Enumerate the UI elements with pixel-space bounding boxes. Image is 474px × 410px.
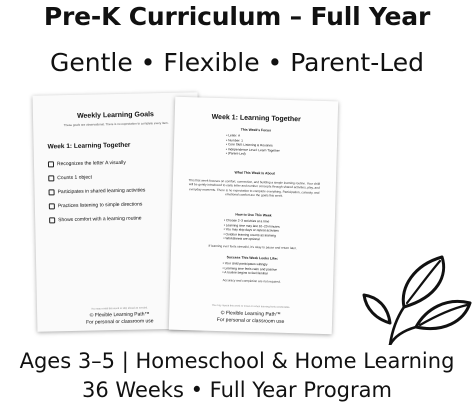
checkbox-icon <box>49 189 55 195</box>
sheet-intro: These goals are observational. There is no expectation to complete every item. <box>63 120 169 128</box>
checklist-item: Shows comfort with a learning routine <box>49 211 146 227</box>
list-item: • Learning time may last 10–20 minutes <box>224 223 280 229</box>
howto-note: If learning ever feels stressful, it's okay to pause and return later. <box>208 243 297 251</box>
checklist-item: Practices listening to simple directions <box>49 197 146 213</box>
list-item: • Number: 1 <box>226 138 280 144</box>
checkbox-icon <box>48 161 54 167</box>
sheet-brand: © Flexible Learning Path™ <box>89 311 150 319</box>
success-note: Accuracy and completion are not required. <box>222 278 281 284</box>
success-heading: Success This Week Looks Like: <box>226 255 278 261</box>
age-range-line: Ages 3–5 | Homeschool & Home Learning <box>19 349 455 373</box>
success-list <box>222 261 277 276</box>
checklist-item: Participates in shared learning activities <box>48 183 145 199</box>
week-overview-sheet <box>169 97 338 334</box>
list-item: • Letter: A <box>226 133 280 139</box>
sheet-title: Weekly Learning Goals <box>76 111 154 120</box>
sheet-usage: For personal or classroom use <box>216 317 285 325</box>
leaves-icon <box>360 253 472 345</box>
list-item: • Choose 2–3 activities at a time <box>224 218 280 224</box>
list-item: • Your child participates willingly <box>223 261 278 267</box>
list-item: • (Parent-Led) <box>226 152 280 158</box>
list-item: • Worksheets are optional <box>223 237 279 243</box>
list-item: • A routine begins to feel familiar <box>222 270 277 276</box>
checklist-item: Recognizes the letter A visually <box>48 155 145 171</box>
focus-heading: This Week's Focus <box>240 127 272 133</box>
list-item: • You may skip days or repeat activities <box>224 227 280 233</box>
checkbox-icon <box>49 203 55 209</box>
checkbox-icon <box>48 175 54 181</box>
checklist-item: Counts 1 object <box>48 169 145 185</box>
sheet-title: Week 1: Learning Together <box>211 113 301 124</box>
list-item: • Outdoor learning counts as learning <box>223 232 279 238</box>
list-item: • Independence Level: Learn Together <box>226 147 280 153</box>
sheet-brand: © Flexible Learning Path™ <box>220 310 281 318</box>
sheet-footer-note: You may repeat this week or move on when learning feels comfortable. <box>211 303 291 310</box>
checkbox-icon <box>49 217 55 223</box>
about-paragraph: This first week focuses on comfort, connection, and building a simple learning routine. Your child will be gently introduced to early letter and number concepts through shared activities, play, and everyday moments. There is no expectation to complete everything. Participation, curiosity, and emotional comfort are the goals this week. <box>188 178 321 199</box>
howto-list <box>223 218 280 243</box>
howto-heading: How to Use This Week <box>235 212 272 218</box>
sheet-footer-note: You may revisit this week or skip ahead as needed. <box>91 306 148 311</box>
page-subtitle: Gentle • Flexible • Parent-Led <box>50 48 424 77</box>
focus-list <box>226 133 281 157</box>
week-heading: Week 1: Learning Together <box>47 141 131 151</box>
page-title: Pre-K Curriculum – Full Year <box>43 2 431 31</box>
sheet-usage: For personal or classroom use <box>85 318 154 326</box>
about-heading: What This Week Is About <box>234 170 275 176</box>
list-item: • Core Skill: Listening & Routines <box>226 142 280 148</box>
goals-checklist <box>48 155 146 227</box>
list-item: • Learning time feels calm and positive <box>222 266 277 272</box>
program-length-line: 36 Weeks • Full Year Program <box>82 378 392 402</box>
